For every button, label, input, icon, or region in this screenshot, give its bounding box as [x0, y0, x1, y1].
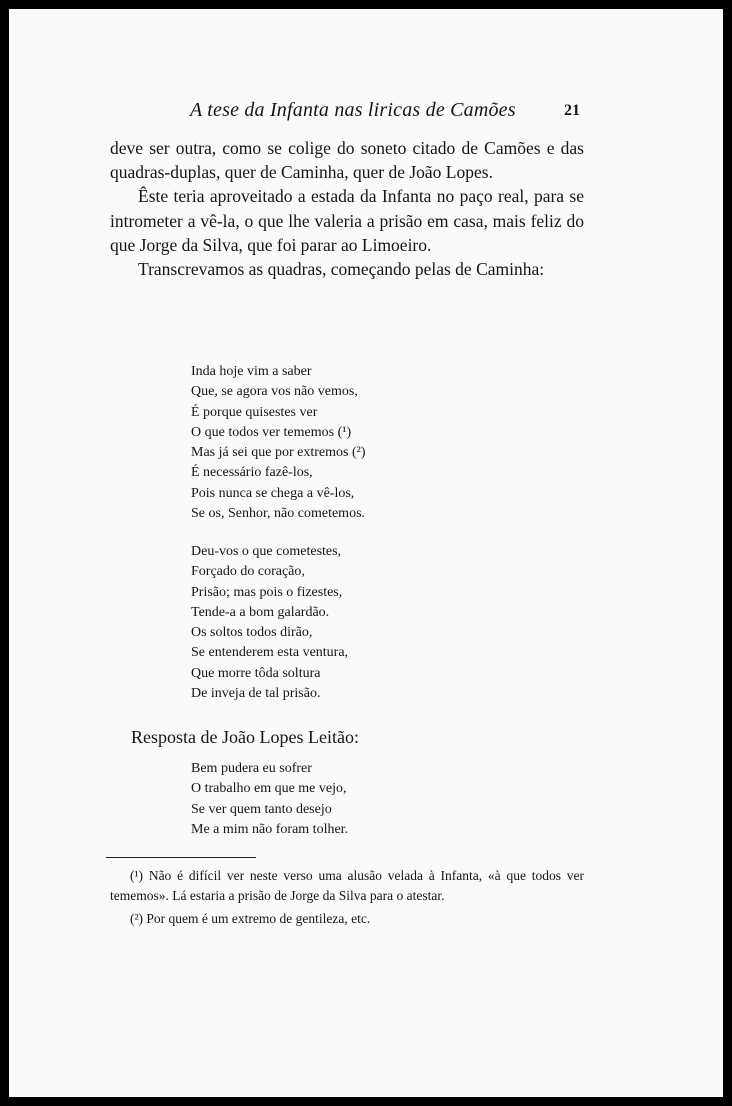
body-text	[110, 136, 584, 281]
verse-line: Que, se agora vos não vemos,	[191, 384, 358, 400]
verse-line: É porque quisestes ver	[191, 404, 318, 420]
verse-line: Inda hoje vim a saber	[191, 364, 312, 379]
verse-line: O que todos ver tememos (¹)	[191, 424, 352, 440]
verse-line: Pois nunca se chega a vê-los,	[191, 485, 355, 501]
verse-line: Tende-a a bom galardão.	[191, 604, 330, 620]
caminha-stanza-1	[191, 362, 431, 524]
verse-line: Os soltos todos dirão,	[191, 625, 313, 641]
verse-line: Que morre tôda soltura	[191, 665, 321, 681]
response-stanza	[191, 759, 431, 840]
paragraph: Transcrevamos as quadras, começando pelas de Caminha:	[138, 259, 545, 280]
footnote-rule	[106, 857, 256, 858]
book-page	[9, 9, 723, 1097]
page-number: 21	[564, 102, 580, 119]
response-heading: Resposta de João Lopes Leitão:	[131, 727, 359, 747]
caminha-stanza-2	[191, 542, 431, 704]
verse-line: Forçado do coração,	[191, 564, 305, 580]
verse-line: Prisão; mas pois o fizestes,	[191, 584, 343, 600]
running-title: A tese da Infanta nas liricas de Camões	[190, 99, 516, 121]
verse-line: De inveja de tal prisão.	[191, 686, 321, 702]
verse-line: Se os, Senhor, não cometemos.	[191, 506, 366, 522]
verse-line: Bem pudera eu sofrer	[191, 761, 312, 776]
verse-line: Me a mim não foram tolher.	[191, 821, 349, 837]
verse-line: Se ver quem tanto desejo	[191, 801, 332, 817]
verse-line: É necessário fazê-los,	[191, 465, 313, 481]
paragraph: deve ser outra, como se colige do soneto citado de Camões e das quadras-duplas, quer de Caminha, quer de João Lopes.	[110, 138, 584, 183]
footnote: (²) Por quem é um extremo de gentileza, etc.	[130, 911, 371, 926]
verse-line: Mas já sei que por extremos (²)	[191, 445, 366, 461]
verse-line: Deu-vos o que cometestes,	[191, 544, 342, 559]
verse-line: O trabalho em que me vejo,	[191, 781, 347, 797]
verse-line: Se entenderem esta ventura,	[191, 645, 349, 661]
footnote: (¹) Não é difícil ver neste verso uma alusão velada à Infanta, «à que todos ver tememos». Lá estaria a prisão de Jorge da Silva para o atestar.	[110, 868, 584, 903]
footnotes	[110, 866, 584, 933]
page-header	[9, 99, 723, 123]
paragraph: Êste teria aproveitado a estada da Infanta no paço real, para se intrometer a vê-la, o que lhe valeria a prisão em casa, mais feliz do que Jorge da Silva, que foi parar ao Limoeiro.	[110, 186, 584, 255]
